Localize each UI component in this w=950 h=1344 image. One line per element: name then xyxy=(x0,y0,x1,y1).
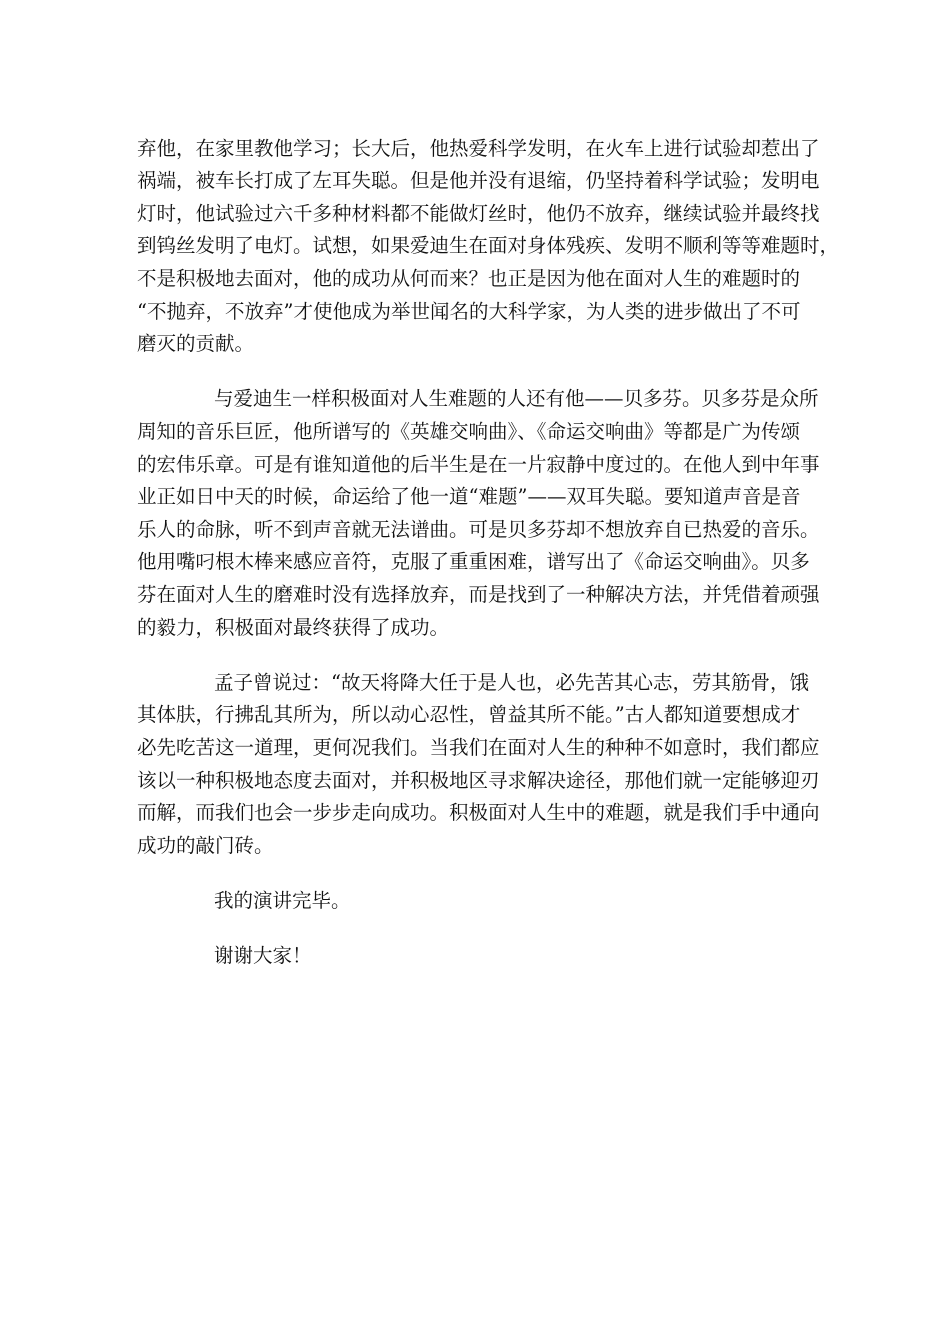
paragraph-2-line-8: 的毅力，积极面对最终获得了成功。 xyxy=(137,616,450,639)
paragraph-2-line-4: 业正如日中天的时候，命运给了他一道“难题”——双耳失聪。要知道声音是音 xyxy=(137,485,801,508)
paragraph-1-line-7: 磨灭的贡献。 xyxy=(137,332,255,355)
paragraph-1-line-3: 灯时，他试验过六千多种材料都不能做灯丝时，他仍不放弃，继续试验并最终找 xyxy=(137,202,820,225)
thanks-line: 谢谢大家！ xyxy=(214,944,312,967)
paragraph-3-line-6: 成功的敲门砖。 xyxy=(137,834,274,857)
paragraph-2-line-1: 与爱迪生一样积极面对人生难题的人还有他——贝多芬。贝多芬是众所 xyxy=(214,387,819,410)
paragraph-2-line-7: 芬在面对人生的磨难时没有选择放弃，而是找到了一种解决方法，并凭借着顽强 xyxy=(137,583,820,606)
closing-line: 我的演讲完毕。 xyxy=(214,889,351,912)
paragraph-3-line-5: 而解，而我们也会一步步走向成功。积极面对人生中的难题，就是我们手中通向 xyxy=(137,801,820,824)
paragraph-1-line-1: 弃他，在家里教他学习；长大后，他热爱科学发明，在火车上进行试验却惹出了 xyxy=(137,137,820,160)
paragraph-2-line-6: 他用嘴叼根木棒来感应音符，克服了重重困难，谱写出了《命运交响曲》。贝多 xyxy=(137,550,810,573)
paragraph-2-line-2: 周知的音乐巨匠，他所谱写的《英雄交响曲》、《命运交响曲》等都是广为传颂 xyxy=(137,420,801,443)
paragraph-2-line-5: 乐人的命脉，听不到声音就无法谱曲。可是贝多芬却不想放弃自已热爱的音乐。 xyxy=(137,518,820,541)
paragraph-1-line-4: 到钨丝发明了电灯。试想，如果爱迪生在面对身体残疾、发明不顺利等等难题时， xyxy=(137,234,840,257)
paragraph-3-line-1: 孟子曾说过：“故天将降大任于是人也，必先苦其心志，劳其筋骨，饿 xyxy=(214,671,809,694)
paragraph-1-line-5: 不是积极地去面对，他的成功从何而来？也正是因为他在面对人生的难题时的 xyxy=(137,267,801,290)
paragraph-3-line-2: 其体肤，行拂乱其所为，所以动心忍性，曾益其所不能。”古人都知道要想成才 xyxy=(137,703,801,726)
paragraph-3-line-4: 该以一种积极地态度去面对，并积极地区寻求解决途径，那他们就一定能够迎刃 xyxy=(137,769,820,792)
paragraph-3-line-3: 必先吃苦这一道理，更何况我们。当我们在面对人生的种种不如意时，我们都应 xyxy=(137,736,820,759)
paragraph-1-line-2: 祸端，被车长打成了左耳失聪。但是他并没有退缩，仍坚持着科学试验；发明电 xyxy=(137,169,820,192)
paragraph-2-line-3: 的宏伟乐章。可是有谁知道他的后半生是在一片寂静中度过的。在他人到中年事 xyxy=(137,453,820,476)
paragraph-1-line-6: “不抛弃，不放弃”才使他成为举世闻名的大科学家，为人类的进步做出了不可 xyxy=(137,300,801,323)
